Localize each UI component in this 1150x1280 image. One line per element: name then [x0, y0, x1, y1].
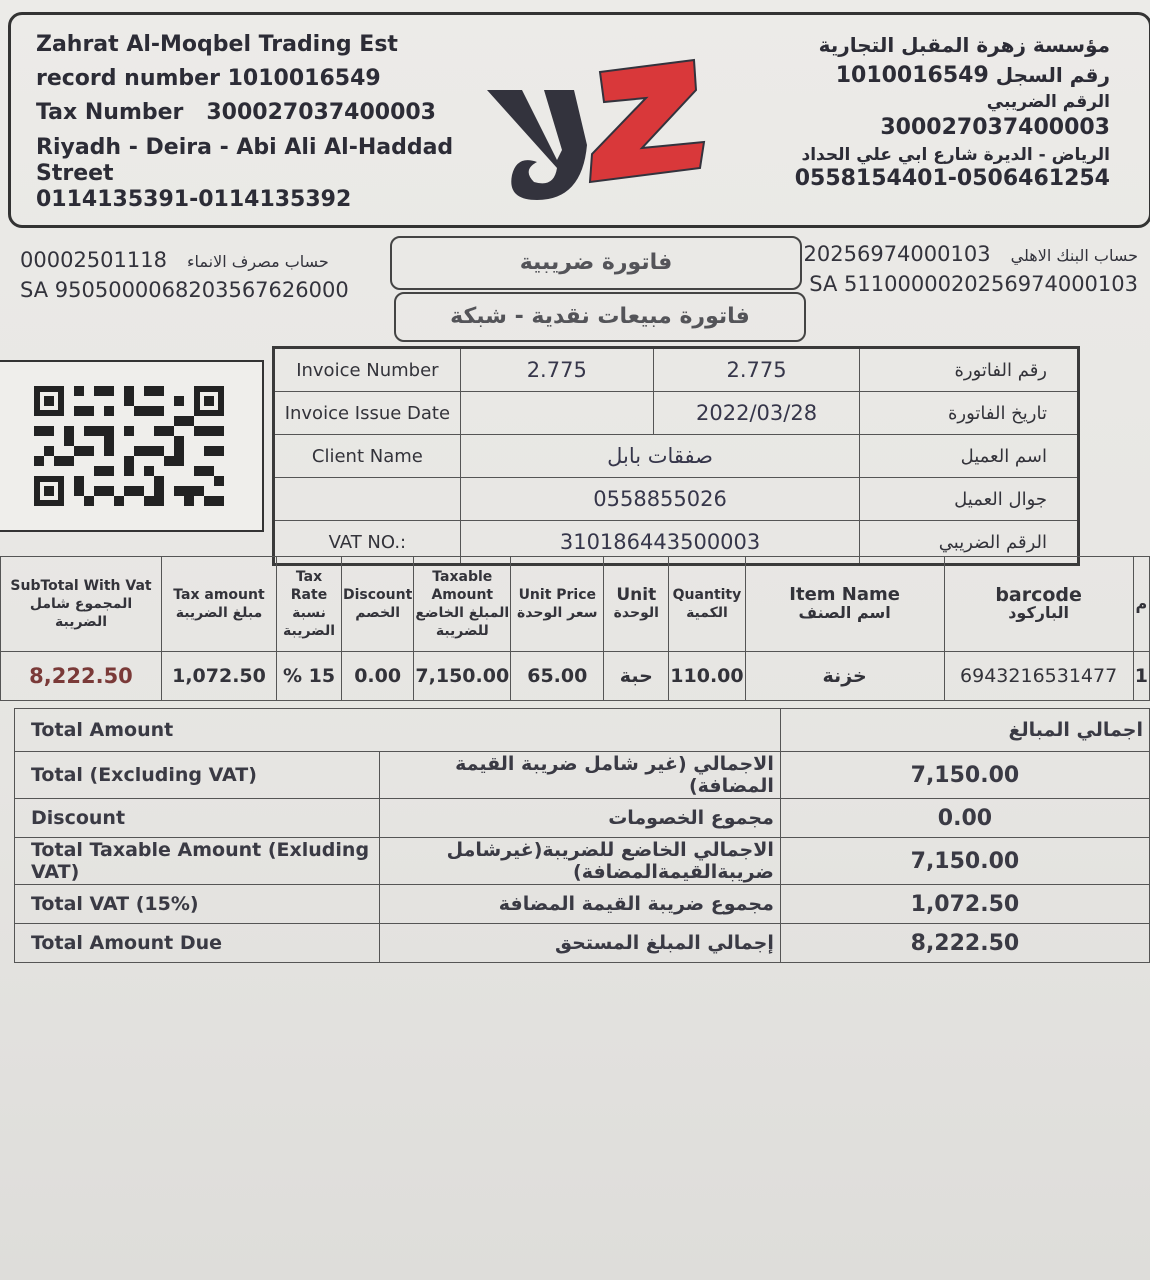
totals-title-en: Total Amount	[15, 709, 781, 752]
invoice-number-label: Invoice Number	[274, 348, 461, 392]
vat-label: VAT NO.:	[274, 521, 461, 565]
tax-ar-label: الرقم الضريبي	[986, 92, 1110, 112]
tax-number-label: Tax Number	[36, 100, 184, 125]
total-excl-vat-value: 7,150.00	[780, 752, 1149, 799]
vat-value: 310186443500003	[460, 521, 860, 565]
total-excl-vat-row	[15, 752, 1150, 799]
total-excl-vat-label-ar: الاجمالي (غير شامل ضريبة القيمة المضافة)	[380, 752, 781, 799]
bank-left-account: 00002501118	[20, 248, 167, 272]
address-en-line2: Street	[36, 161, 114, 186]
col-taxable: Taxable Amount المبلغ الخاضع للضريبة	[414, 557, 511, 652]
totals-table	[14, 708, 1150, 963]
client-name-row	[274, 435, 1079, 478]
tax-number-en	[36, 96, 453, 130]
company-info-en	[36, 28, 453, 214]
client-name-label-ar: اسم العميل	[860, 435, 1079, 478]
discount-label-ar: مجموع الخصومات	[380, 799, 781, 838]
items-header-row	[1, 557, 1150, 652]
bank-left	[20, 246, 349, 304]
address-en-line1: Riyadh - Deira - Abi Ali Al-Haddad	[36, 135, 454, 160]
invoice-details-table	[272, 346, 1080, 566]
invoice-date-value: 2022/03/28	[653, 392, 860, 435]
discount-label: Discount	[15, 799, 380, 838]
vat-label-ar: الرقم الضريبي	[860, 521, 1079, 565]
company-name-ar: مؤسسة زهرة المقبل التجارية	[818, 33, 1110, 57]
amount-due-value: 8,222.50	[780, 924, 1149, 963]
taxable-label: Total Taxable Amount (Exluding VAT)	[15, 838, 380, 885]
bank-right-account: 20256974000103	[803, 242, 991, 266]
col-item-name: Item Name اسم الصنف	[745, 557, 944, 652]
bank-left-label: حساب مصرف الانماء	[187, 252, 329, 271]
record-ar	[795, 60, 1110, 91]
vat-total-row	[15, 885, 1150, 924]
row-unit-price: 65.00	[511, 652, 604, 701]
col-quantity: Quantity الكمية	[669, 557, 745, 652]
qr-code	[34, 384, 224, 508]
table-row	[1, 652, 1150, 701]
items-table	[0, 556, 1150, 701]
row-item-name: خزنة	[745, 652, 944, 701]
qr-code-box	[0, 360, 264, 532]
client-mobile-label-ar: جوال العميل	[860, 478, 1079, 521]
row-barcode: 6943216531477	[944, 652, 1133, 701]
vat-total-label: Total VAT (15%)	[15, 885, 380, 924]
phones-en: 0114135391-0114135392	[36, 187, 352, 212]
col-barcode: barcode الباركود	[944, 557, 1133, 652]
invoice-number-value-2: 2.775	[653, 348, 860, 392]
cash-sales-title: فاتورة مبيعات نقدية - شبكة	[394, 292, 806, 342]
col-unit-price: Unit Price سعر الوحدة	[511, 557, 604, 652]
record-number-en: record number 1010016549	[36, 66, 381, 91]
client-mobile-row	[274, 478, 1079, 521]
invoice-date-label: Invoice Issue Date	[274, 392, 461, 435]
company-name-en: Zahrat Al-Moqbel Trading Est	[36, 32, 398, 57]
row-subtotal: 8,222.50	[1, 652, 162, 701]
company-info-ar	[795, 30, 1110, 191]
logo-z-shape	[590, 60, 704, 182]
address-ar: الرياض - الديرة شارع ابي علي الحداد	[801, 145, 1110, 165]
taxable-value: 7,150.00	[780, 838, 1149, 885]
vat-total-label-ar: مجموع ضريبة القيمة المضافة	[380, 885, 781, 924]
bank-right-iban: SA 5110000020256974000103	[809, 272, 1138, 296]
row-unit: حبة	[604, 652, 669, 701]
phones-ar: 0558154401-0506461254	[794, 166, 1110, 191]
company-logo	[482, 50, 712, 210]
taxable-label-ar: الاجمالي الخاضع للضريبة(غيرشامل ضريبةالقيمةالمضافة)	[380, 838, 781, 885]
row-index: 1	[1133, 652, 1149, 701]
client-name-label: Client Name	[274, 435, 461, 478]
invoice-date-row	[274, 392, 1079, 435]
invoice-number-label-ar: رقم الفاتورة	[860, 348, 1079, 392]
col-discount: Discount الخصم	[342, 557, 414, 652]
vat-total-value: 1,072.50	[780, 885, 1149, 924]
amount-due-row	[15, 924, 1150, 963]
discount-row	[15, 799, 1150, 838]
tax-ar-value: 300027037400003	[880, 115, 1110, 140]
logo-y-shape	[487, 90, 587, 200]
row-quantity: 110.00	[669, 652, 745, 701]
client-mobile-value: 0558855026	[460, 478, 860, 521]
col-subtotal: SubTotal With Vat المجموع شامل الضريبة	[1, 557, 162, 652]
col-index: م	[1133, 557, 1149, 652]
invoice-number-row	[274, 348, 1079, 392]
total-excl-vat-label: Total (Excluding VAT)	[15, 752, 380, 799]
row-tax-amount: 1,072.50	[162, 652, 277, 701]
col-unit: Unit الوحدة	[604, 557, 669, 652]
invoice-date-label-ar: تاريخ الفاتورة	[860, 392, 1079, 435]
row-taxable: 7,150.00	[414, 652, 511, 701]
tax-invoice-title: فاتورة ضريبية	[390, 236, 802, 290]
totals-title-row	[15, 709, 1150, 752]
record-ar-label: رقم السجل	[995, 63, 1110, 87]
col-tax-amount: Tax amount مبلغ الضريبة	[162, 557, 277, 652]
record-ar-value: 1010016549	[835, 63, 989, 88]
row-discount: 0.00	[342, 652, 414, 701]
totals-title-ar: اجمالي المبالغ	[780, 709, 1149, 752]
invoice-number-value-1: 2.775	[460, 348, 653, 392]
amount-due-label-ar: إجمالي المبلغ المستحق	[380, 924, 781, 963]
client-name-value: صفقات بابل	[460, 435, 860, 478]
amount-due-label: Total Amount Due	[15, 924, 380, 963]
bank-right-label: حساب البنك الاهلي	[1010, 246, 1138, 265]
row-tax-rate: % 15	[277, 652, 342, 701]
taxable-row	[15, 838, 1150, 885]
col-tax-rate: Tax Rate نسبة الضريبة	[277, 557, 342, 652]
tax-number-value: 300027037400003	[206, 100, 436, 125]
discount-value: 0.00	[780, 799, 1149, 838]
bank-right	[804, 240, 1138, 298]
bank-left-iban: SA 9505000068203567626000	[20, 278, 349, 302]
